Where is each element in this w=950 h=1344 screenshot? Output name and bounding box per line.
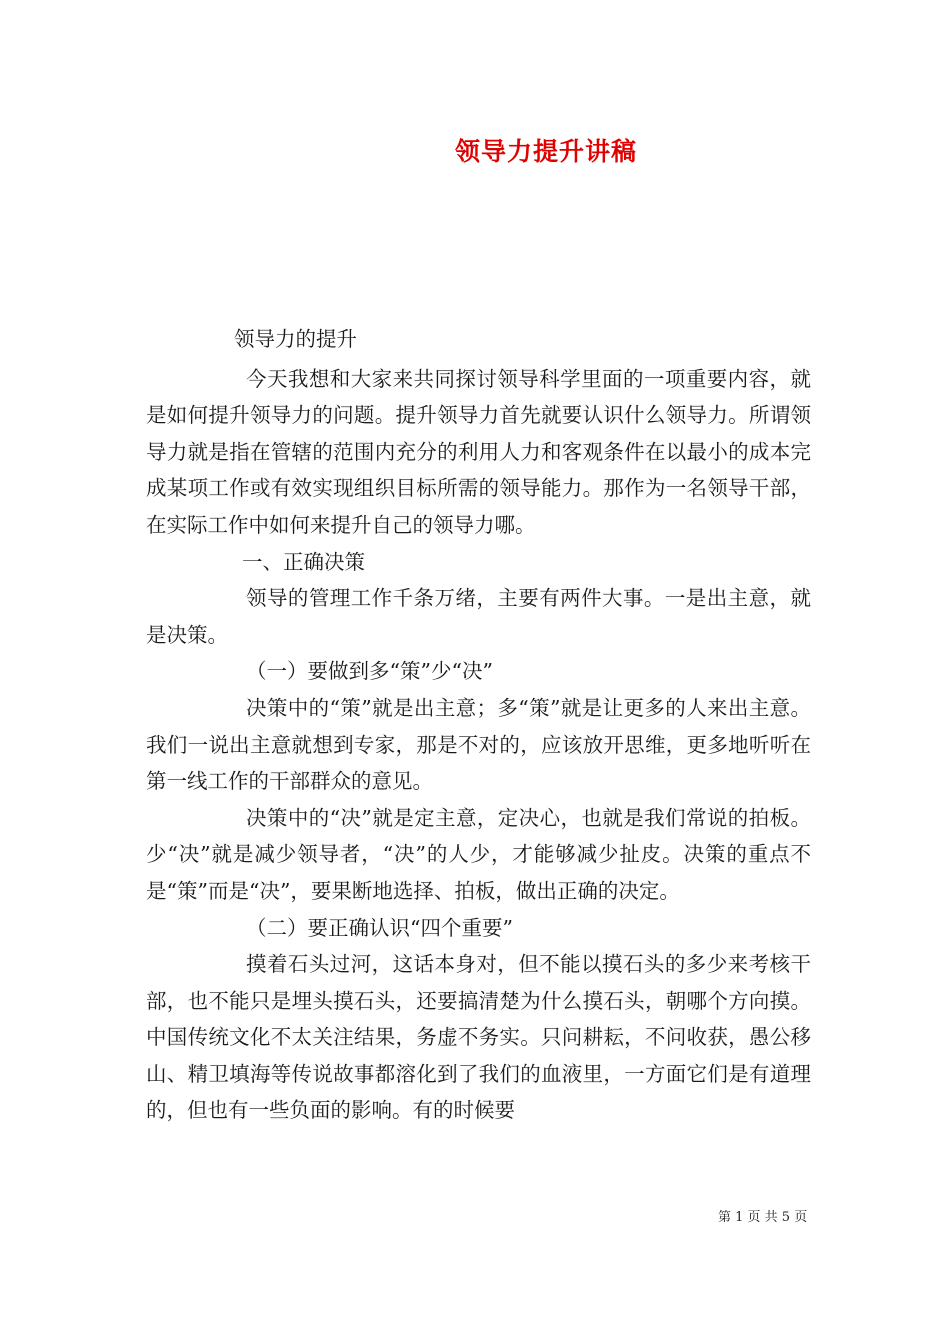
document-title: 领导力提升讲稿: [454, 137, 637, 166]
paragraph: 决策中的“策”就是出主意；多“策”就是让更多的人来出主意。我们一说出主意就想到专家，那是不对的，应该放开思维，更多地听听在第一线工作的干部群众的意见。: [146, 695, 811, 794]
paragraph: 一、正确决策: [242, 549, 365, 574]
paragraph: 今天我想和大家来共同探讨领导科学里面的一项重要内容，就是如何提升领导力的问题。提升领导力首先就要认识什么领导力。所谓领导力就是指在管辖的范围内充分的利用人力和客观条件在以最小的成本完成某项工作或有效实现组织目标所需的领导能力。那作为一名领导干部，在实际工作中如何来提升自己的领导力哪。: [146, 366, 811, 537]
paragraph: 领导力的提升: [234, 327, 357, 351]
paragraph: 摸着石头过河，这话本身对，但不能以摸石头的多少来考核干部，也不能只是埋头摸石头，还要搞清楚为什么摸石头，朝哪个方向摸。中国传统文化不太关注结果，务虚不务实。只问耕耘，不问收获，愚公移山、精卫填海等传说故事都溶化到了我们的血液里，一方面它们是有道理的，但也有一些负面的影响。有的时候要: [146, 952, 811, 1123]
paragraph: 决策中的“决”就是定主意，定决心，也就是我们常说的拍板。少“决”就是减少领导者，“决”的人少，才能够减少扯皮。决策的重点不是“策”而是“决”，要果断地选择、拍板，做出正确的决定。: [146, 805, 811, 903]
page-footer: 第 1 页 共 5 页: [718, 1210, 808, 1225]
paragraph: （二）要正确认识“四个重要”: [246, 915, 513, 940]
document-body: [146, 321, 811, 1129]
paragraph: （一）要做到多“策”少“决”: [246, 659, 493, 684]
paragraph: 领导的管理工作千条万绪，主要有两件大事。一是出主意，就是决策。: [146, 586, 811, 647]
